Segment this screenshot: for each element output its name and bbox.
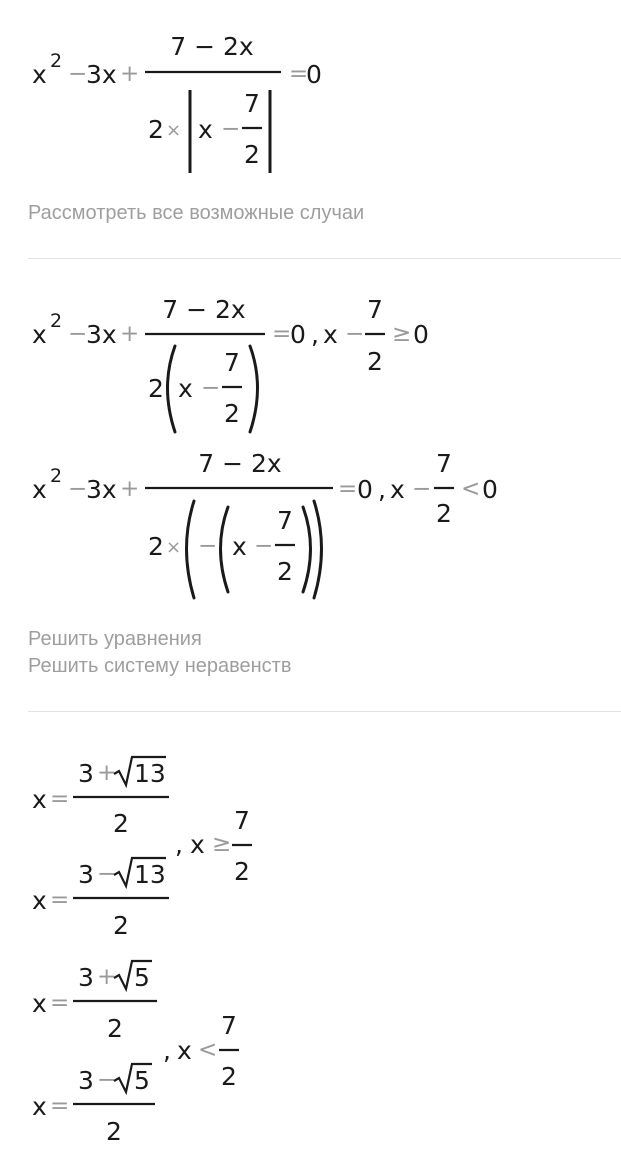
step2-equation-case2	[32, 449, 498, 598]
comma: ,	[175, 830, 183, 859]
times-sign: ×	[166, 120, 182, 141]
var-x: x	[32, 785, 47, 814]
radicand: 5	[134, 963, 150, 992]
section-divider	[28, 258, 621, 259]
term-3x: 3x	[86, 475, 117, 504]
inner-fraction-den: 2	[277, 557, 293, 586]
var-x: x	[32, 60, 47, 89]
plus-sign: +	[97, 760, 117, 786]
paren-outer-left	[187, 501, 195, 598]
radicand: 13	[134, 759, 166, 788]
var-x: x	[32, 475, 47, 504]
radicand: 5	[134, 1066, 150, 1095]
cond-fraction-den: 2	[367, 347, 383, 376]
paren-outer-right	[314, 501, 322, 598]
denominator: 2	[113, 809, 129, 838]
cond-fraction-num: 7	[221, 1011, 237, 1040]
numerator: 7 − 2x	[198, 449, 282, 478]
cond-fraction-num: 7	[367, 295, 383, 324]
hint-solve-equations[interactable]: Решить уравнения	[28, 628, 202, 650]
cond-fraction-den: 2	[234, 857, 250, 886]
equals-sign: =	[289, 61, 309, 87]
comma: ,	[163, 1036, 171, 1065]
solution-case1	[32, 757, 252, 940]
exponent: 2	[50, 465, 63, 487]
rhs-zero: 0	[357, 475, 373, 504]
inner-minus: −	[254, 533, 274, 559]
denominator-coef: 2	[148, 532, 164, 561]
cond-x: x	[323, 320, 338, 349]
hint-consider-cases[interactable]: Рассмотреть все возможные случаи	[28, 202, 365, 224]
minus-sign: −	[97, 1067, 117, 1093]
cond-zero: 0	[482, 475, 498, 504]
paren-inner-right	[303, 507, 311, 592]
negation-sign: −	[198, 533, 218, 559]
denominator: 2	[113, 911, 129, 940]
cond-x: x	[190, 830, 205, 859]
denominator: 2	[106, 1117, 122, 1146]
numerator-a: 3	[78, 1066, 94, 1095]
inner-minus: −	[221, 116, 241, 142]
inner-x: x	[198, 115, 213, 144]
inner-x: x	[232, 532, 247, 561]
step2-equation-case1	[32, 295, 429, 432]
inner-fraction-den: 2	[244, 140, 260, 169]
numerator-a: 3	[78, 759, 94, 788]
cond-minus: −	[412, 476, 432, 502]
condition-case1	[175, 806, 252, 886]
var-x: x	[32, 989, 47, 1018]
denominator-coef: 2	[148, 115, 164, 144]
hint-solve-inequalities[interactable]: Решить систему неравенств	[28, 655, 292, 677]
equals-sign: =	[50, 887, 70, 913]
paren-right	[250, 346, 258, 432]
inner-fraction-num: 7	[277, 506, 293, 535]
numerator: 7 − 2x	[170, 32, 254, 61]
equals-sign: =	[338, 476, 358, 502]
cond-fraction-num: 7	[234, 806, 250, 835]
relation-sign: ≥	[212, 831, 232, 857]
relation-sign: <	[198, 1037, 218, 1063]
equals-sign: =	[50, 990, 70, 1016]
minus-sign: −	[97, 861, 117, 887]
equals-sign: =	[50, 1093, 70, 1119]
solution-minus-sqrt13	[32, 858, 169, 940]
step1-equation	[32, 32, 322, 173]
cond-fraction-num: 7	[436, 449, 452, 478]
rhs-zero: 0	[306, 60, 322, 89]
var-x: x	[32, 320, 47, 349]
numerator: 7 − 2x	[162, 295, 246, 324]
exponent: 2	[50, 50, 63, 72]
minus-sign: −	[68, 476, 88, 502]
comma: ,	[378, 475, 386, 504]
inner-minus: −	[201, 375, 221, 401]
comma: ,	[311, 320, 319, 349]
cond-x: x	[390, 475, 405, 504]
term-3x: 3x	[86, 320, 117, 349]
term-3x: 3x	[86, 60, 117, 89]
plus-sign: +	[120, 321, 140, 347]
plus-sign: +	[97, 964, 117, 990]
condition-case2	[163, 1011, 239, 1091]
paren-inner-left	[221, 507, 229, 592]
exponent: 2	[50, 310, 63, 332]
paren-left	[168, 346, 176, 432]
minus-sign: −	[68, 321, 88, 347]
numerator-a: 3	[78, 963, 94, 992]
minus-sign: −	[68, 61, 88, 87]
solution-plus-sqrt13	[32, 757, 169, 838]
relation-sign: ≥	[392, 321, 412, 347]
cond-zero: 0	[413, 320, 429, 349]
section-divider	[28, 711, 621, 712]
inner-fraction-num: 7	[224, 348, 240, 377]
plus-sign: +	[120, 61, 140, 87]
equals-sign: =	[272, 321, 292, 347]
solution-case2	[32, 961, 239, 1146]
solution-plus-sqrt5	[32, 961, 157, 1043]
cond-fraction-den: 2	[436, 499, 452, 528]
cond-minus: −	[345, 321, 365, 347]
relation-sign: <	[461, 476, 481, 502]
equals-sign: =	[50, 786, 70, 812]
var-x: x	[32, 1092, 47, 1121]
radicand: 13	[134, 860, 166, 889]
plus-sign: +	[120, 476, 140, 502]
times-sign: ×	[166, 537, 182, 558]
numerator-a: 3	[78, 860, 94, 889]
solution-minus-sqrt5	[32, 1064, 155, 1146]
inner-fraction-den: 2	[224, 399, 240, 428]
inner-fraction-num: 7	[244, 89, 260, 118]
denominator: 2	[107, 1014, 123, 1043]
cond-fraction-den: 2	[221, 1062, 237, 1091]
cond-x: x	[177, 1036, 192, 1065]
denominator-coef: 2	[148, 374, 164, 403]
rhs-zero: 0	[290, 320, 306, 349]
inner-x: x	[178, 374, 193, 403]
var-x: x	[32, 886, 47, 915]
